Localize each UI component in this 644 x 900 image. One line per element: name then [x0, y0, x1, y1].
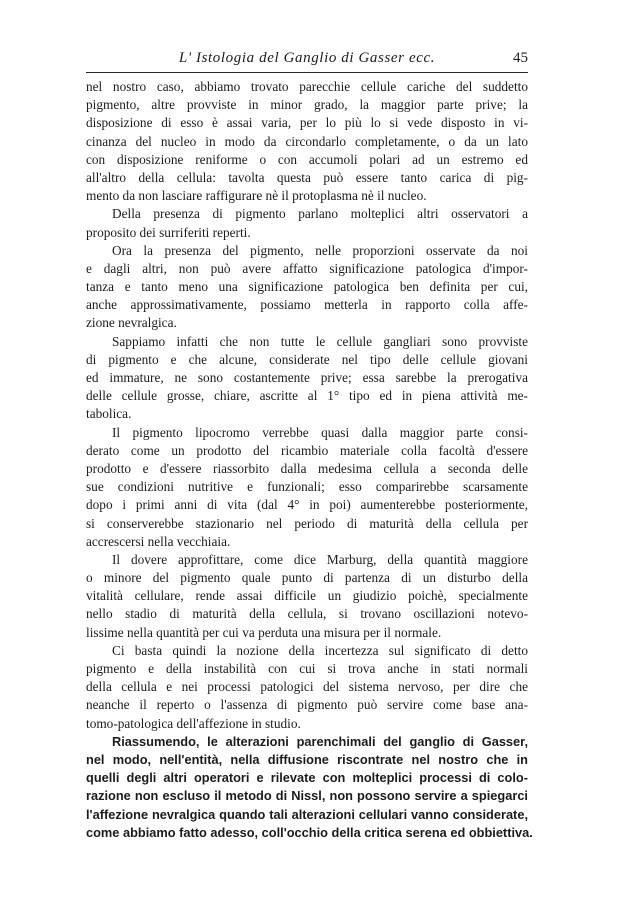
text-line: derato come un prodotto del ricambio materiale colla facoltà d'essere	[86, 442, 528, 458]
text-line: di pigmento e che alcune, considerate nel tipo delle cellule giovani	[86, 351, 528, 367]
text-line: lissime nella quantità per cui va perduta una misura per il normale.	[86, 624, 442, 640]
text-line: si conserverebbe stazionario nel periodo di maturità della cellula per	[86, 515, 528, 531]
text-line: cinanza del nucleo in modo da circondarlo completamente, o da un lato	[86, 133, 528, 149]
text-line: come abbiamo fatto adesso, coll'occhio della critica serena ed obbiettiva.	[86, 824, 533, 840]
text-line: tanza e tanto meno una significazione patologica ben definita per cui,	[86, 279, 528, 295]
text-line: prodotto e d'essere riassorbito dalla medesima cellula a seconda delle	[86, 460, 528, 476]
text-line: l'affezione nevralgica quando tali alterazioni cellulari vanno considerate,	[86, 806, 528, 822]
text-line: neanche il reperto o l'assenza di pigmento può servire come base ana-	[86, 697, 528, 713]
text-line: pigmento, altre provviste in minor grado, la maggior parte prive; la	[86, 97, 528, 113]
page-header	[86, 50, 528, 73]
text-line: tomo-patologica dell'affezione in studio.	[86, 715, 301, 731]
body-text	[86, 78, 533, 842]
text-line: tabolica.	[86, 406, 132, 422]
page-number: 45	[513, 50, 528, 66]
paragraph	[86, 78, 528, 205]
paragraph	[86, 733, 533, 842]
text-line: quelli degli altri operatori e rilevate con molteplici processi di colo-	[86, 770, 528, 786]
text-line: Riassumendo, le alterazioni parenchimali del ganglio di Gasser,	[112, 733, 528, 749]
text-line: delle cellule grosse, chiare, ascritte al 1° tipo ed in piena attività me-	[86, 388, 528, 404]
text-line: disposizione di esso è assai varia, per lo più lo si vede disposto in vi-	[86, 115, 528, 131]
text-line: vitalità cellulare, rende assai difficile un giudizio poichè, specialmente	[86, 588, 528, 604]
text-line: Sappiamo infatti che non tutte le cellule gangliari sono provviste	[112, 333, 528, 349]
text-line: pigmento e della instabilità con cui si trova anche in stati normali	[86, 661, 528, 676]
paragraph	[86, 242, 528, 333]
running-title: L' Istologia del Ganglio di Gasser ecc.	[178, 50, 436, 66]
paragraph	[86, 551, 528, 642]
text-line: dopo i primi anni di vita (dal 4° in poi) aumenterebbe posteriormente,	[86, 497, 528, 513]
paragraph	[86, 333, 528, 424]
text-line: Il pigmento lipocromo verrebbe quasi dalla maggior parte consi-	[112, 424, 528, 440]
paragraph	[86, 424, 528, 551]
text-line: proposito dei surriferiti reperti.	[86, 224, 251, 240]
text-line: razione non escluso il metodo di Nissl, non possono servire a spiegarci	[86, 788, 528, 804]
text-line: e dagli altri, non può avere affatto significazione patologica d'impor-	[86, 260, 528, 276]
text-line: o minore del pigmento quale punto di partenza di un disturbo della	[86, 570, 528, 586]
text-line: nel modo, nell'entità, nella diffusione riscontrate nel nostro che in	[86, 751, 528, 767]
paragraph	[86, 205, 528, 241]
text-line: anche approssimativamente, possiamo metterla in rapporto colla affe-	[86, 297, 528, 313]
text-line: Ora la presenza del pigmento, nelle proporzioni osservate da noi	[112, 242, 528, 258]
text-line: Il dovere approfittare, come dice Marburg, della quantità maggiore	[112, 551, 528, 567]
text-line: della cellula e nei processi patologici del sistema nervoso, per dire che	[86, 679, 528, 695]
text-line: all'altro della cellula: tavolta questa può essere tanto carica di pig-	[86, 169, 528, 185]
text-line: Ci basta quindi la nozione della incertezza sul significato di detto	[112, 642, 528, 658]
text-line: nel nostro caso, abbiamo trovato parecchie cellule cariche del suddetto	[86, 79, 528, 94]
text-line: zione nevralgica.	[86, 315, 177, 331]
text-line: Della presenza di pigmento parlano molteplici altri osservatori a	[112, 206, 528, 222]
text-line: ed immature, ne sono costantemente prive; essa sarebbe la prerogativa	[86, 370, 528, 385]
text-line: accrescersi nella vecchiaia.	[86, 533, 231, 549]
text-line: sue condizioni nutritive e funzionali; esso comparirebbe scarsamente	[86, 479, 528, 495]
paragraph	[86, 642, 528, 733]
text-line: mento da non lasciare raffigurare nè il protoplasma nè il nucleo.	[86, 188, 427, 204]
text-line: nello stadio di maturità della cellula, si trovano oscillazioni notevo-	[86, 606, 528, 622]
text-line: con disposizione reniforme o con accumoli polari ad un estremo ed	[86, 151, 528, 167]
